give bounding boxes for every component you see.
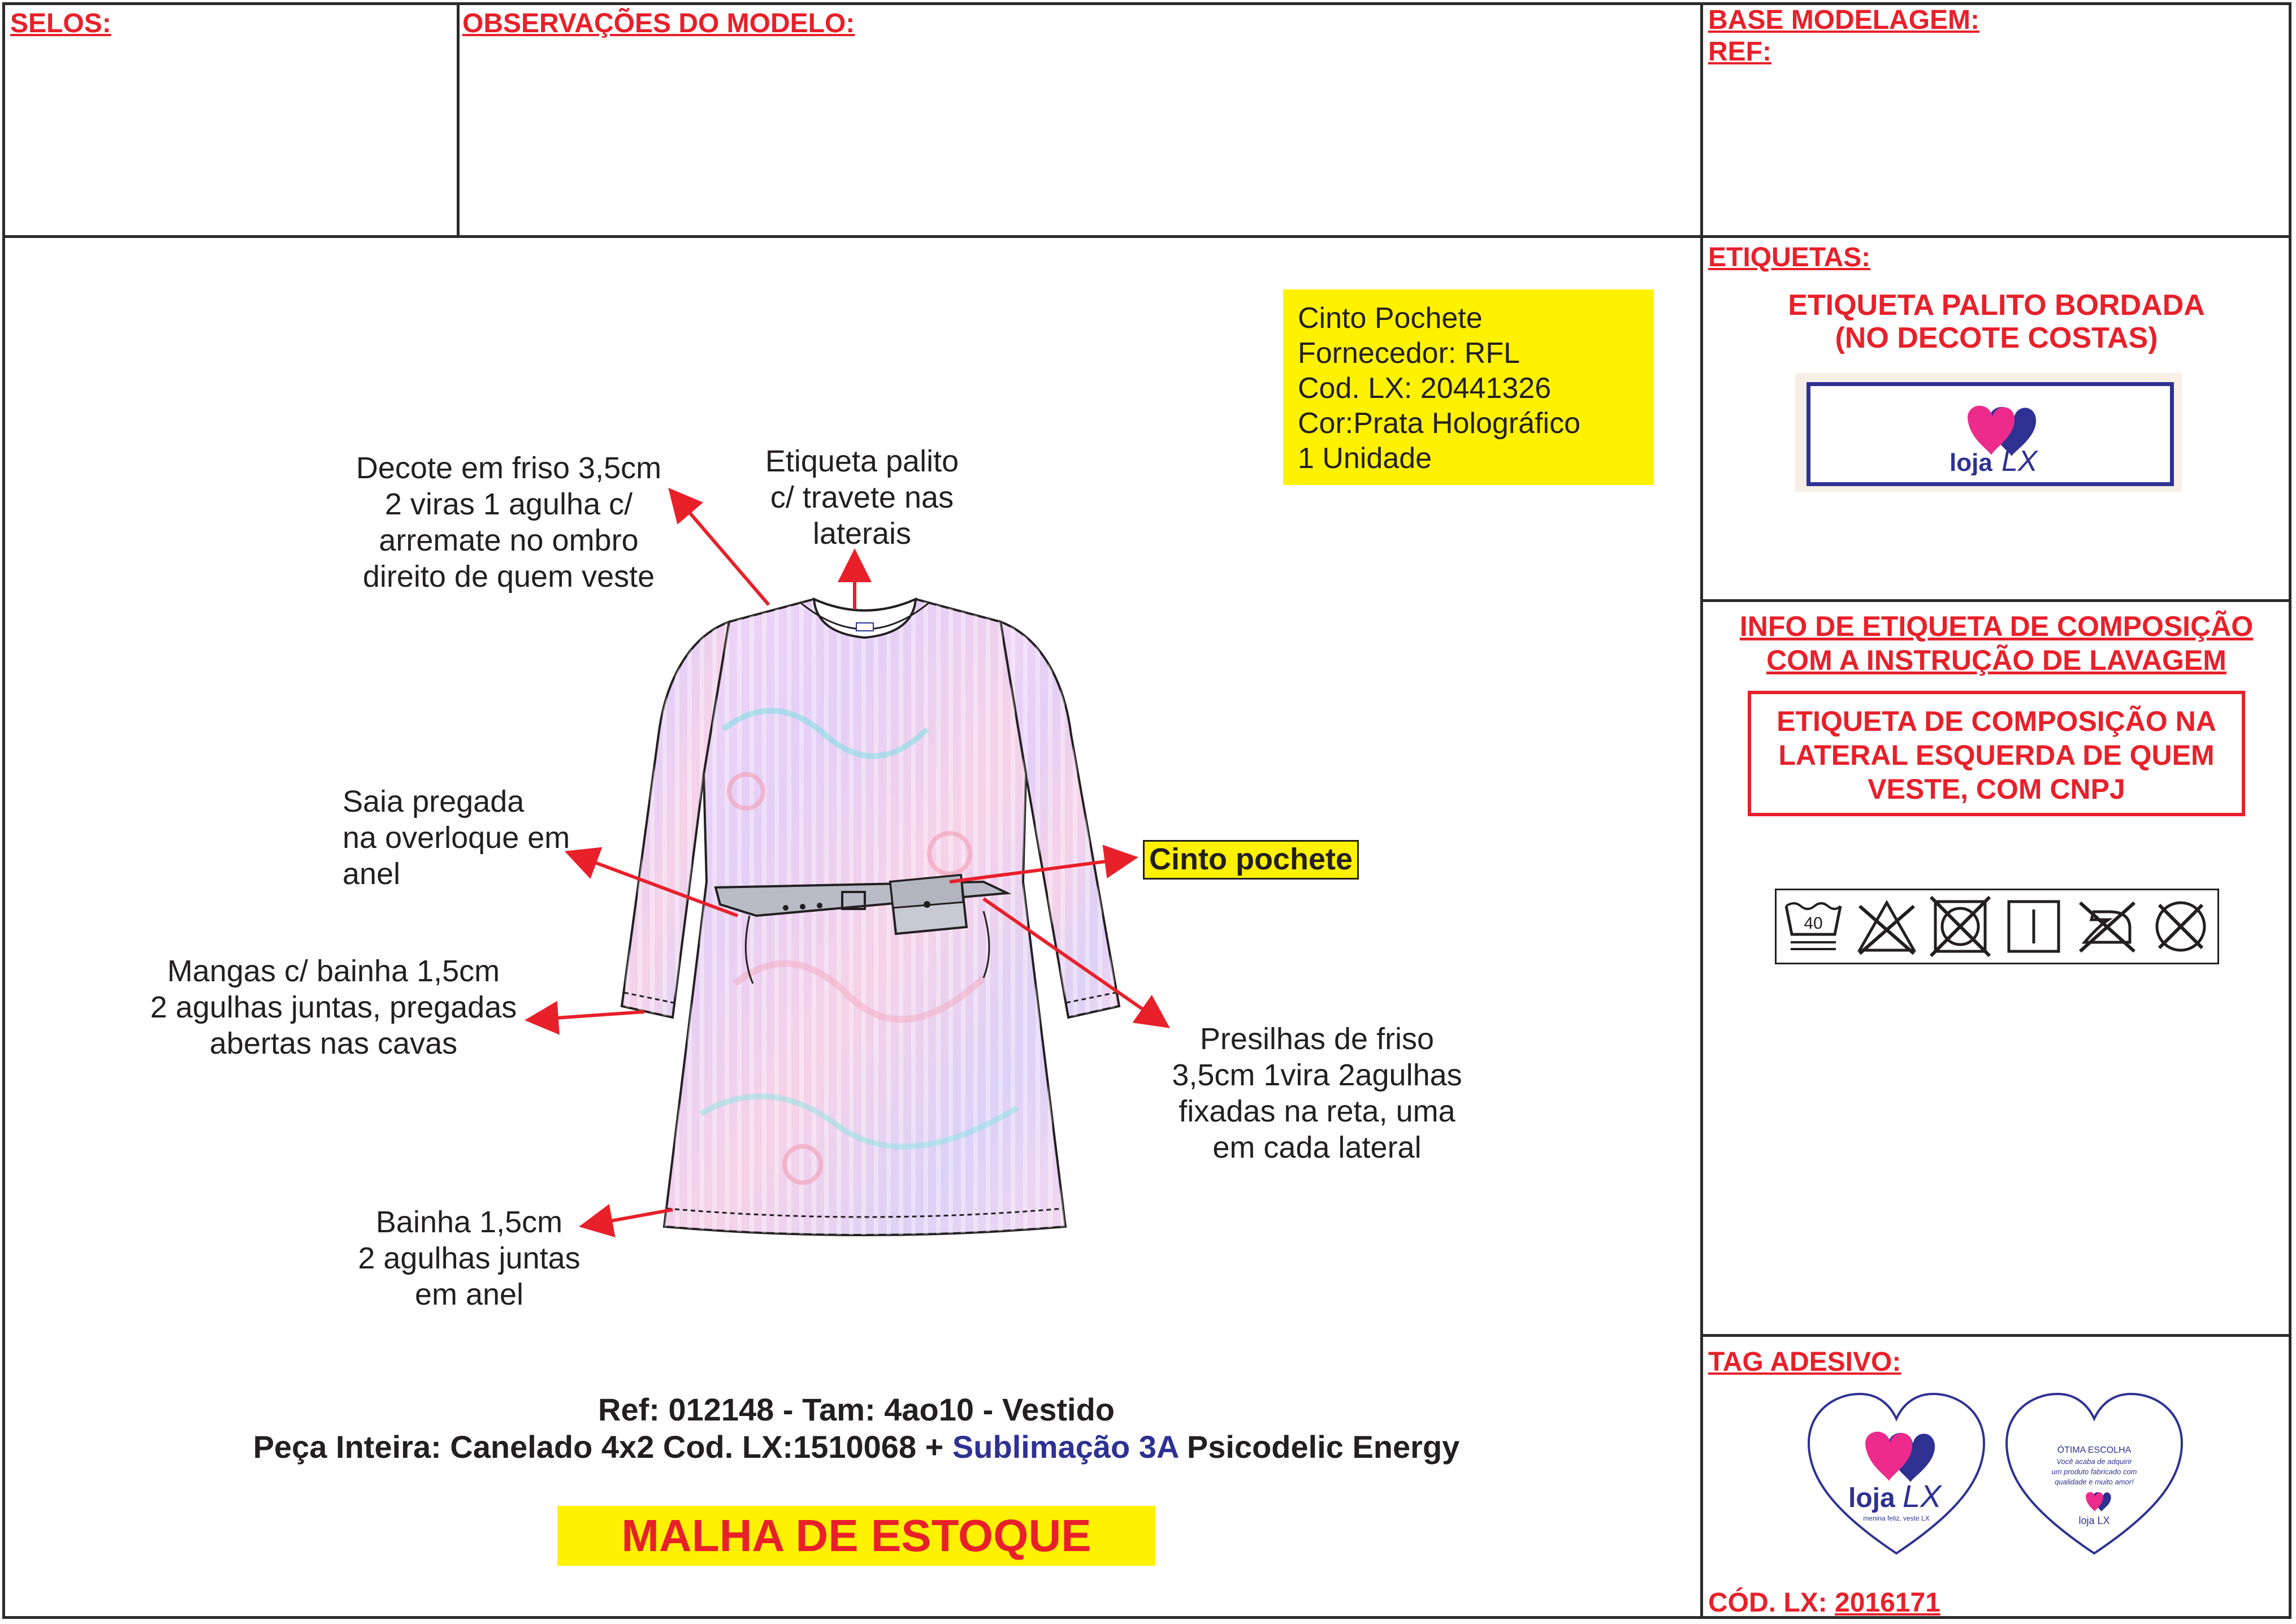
tag-back-line2: um produto fabricado com — [2051, 1467, 2137, 1476]
svg-text:LX: LX — [2002, 445, 2038, 475]
info-composicao-line2: COM A INSTRUÇÃO DE LAVAGEM — [1766, 644, 2226, 676]
tag-back-line1: Você acaba de adquirir — [2056, 1457, 2132, 1466]
peca-line — [11, 1429, 1701, 1465]
observacoes-label: OBSERVAÇÕES DO MODELO: — [462, 8, 855, 38]
base-modelagem-label: BASE MODELAGEM: — [1708, 5, 1979, 35]
belt-info-line3: Cod. LX: 20441326 — [1298, 372, 1552, 405]
callout-etiqueta-palito: Etiqueta palito c/ travete nas laterais — [765, 444, 959, 551]
callout-presilhas: Presilhas de friso 3,5cm 1vira 2agulhas fixadas na reta, uma em cada lateral — [1172, 1022, 1462, 1164]
tag-front-slogan: menina feliz, veste LX — [1863, 1514, 1930, 1522]
peca-sublimacao: Sublimação 3A — [952, 1429, 1179, 1465]
etiquetas-label: ETIQUETAS: — [1708, 242, 1871, 272]
svg-text:loja LX: loja LX — [2078, 1515, 2110, 1526]
svg-text:40: 40 — [1804, 914, 1823, 933]
tag-adesivo-label: TAG ADESIVO: — [1708, 1347, 1901, 1377]
malha-estoque-label: MALHA DE ESTOQUE — [621, 1510, 1091, 1561]
etiqueta-palito-line2: (NO DECOTE COSTAS) — [1835, 322, 2158, 354]
peca-prefix: Peça Inteira: Canelado 4x2 Cod. LX:1510068 + — [253, 1429, 952, 1465]
ref-label: REF: — [1708, 37, 1771, 67]
composicao-line3: VESTE, COM CNPJ — [1868, 773, 2125, 805]
callout-decote: Decote em friso 3,5cm 2 viras 1 agulha c/ arremate no ombro direito de quem veste — [356, 451, 662, 594]
info-composicao-line1: INFO DE ETIQUETA DE COMPOSIÇÃO — [1739, 610, 2254, 642]
callout-bainha: Bainha 1,5cm 2 agulhas juntas em anel — [358, 1205, 581, 1311]
belt-info-line2: Fornecedor: RFL — [1298, 337, 1520, 370]
tag-back-title: ÓTIMA ESCOLHA — [2057, 1445, 2132, 1455]
svg-text:loja: loja — [1848, 1483, 1895, 1513]
selos-label: SELOS: — [10, 8, 111, 38]
composicao-line2: LATERAL ESQUERDA DE QUEM — [1778, 739, 2215, 771]
svg-text:LX: LX — [1903, 1478, 1942, 1514]
belt-info-line1: Cinto Pochete — [1298, 302, 1483, 335]
ref-line: Ref: 012148 - Tam: 4ao10 - Vestido — [598, 1392, 1115, 1427]
composicao-line1: ETIQUETA DE COMPOSIÇÃO NA — [1777, 705, 2216, 737]
tag-back-line3: qualidade e muito amor! — [2055, 1478, 2134, 1486]
cod-lx-label: CÓD. LX: — [1708, 1588, 1827, 1618]
callout-cinto: Cinto pochete — [1143, 840, 1359, 880]
belt-info-line5: 1 Unidade — [1298, 442, 1432, 475]
callout-mangas: Mangas c/ bainha 1,5cm 2 agulhas juntas, pregadas abertas nas cavas — [150, 954, 517, 1060]
peca-suffix: Psicodelic Energy — [1178, 1429, 1460, 1465]
etiqueta-palito-line1: ETIQUETA PALITO BORDADA — [1788, 289, 2205, 322]
cod-lx-value: 2016171 — [1835, 1588, 1940, 1618]
malha-estoque-box — [557, 1506, 1155, 1566]
belt-info-line4: Cor:Prata Holográfico — [1298, 407, 1580, 440]
callout-saia: Saia pregada na overloque em anel — [343, 785, 570, 891]
svg-text:loja: loja — [1950, 449, 1992, 475]
